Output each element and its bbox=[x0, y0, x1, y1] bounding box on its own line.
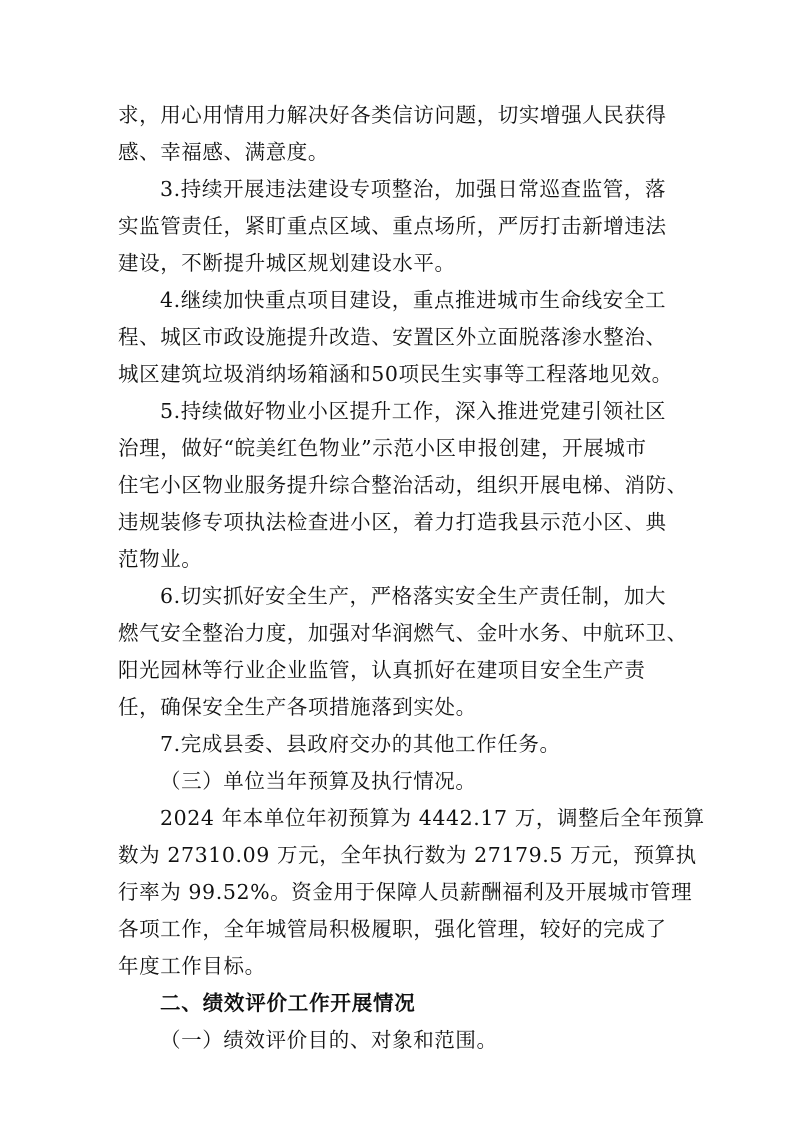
paragraph-line: 各项工作，全年城管局积极履职，强化管理，较好的完成了 bbox=[118, 917, 667, 941]
paragraph-line: 数为 27310.09 万元，全年执行数为 27179.5 万元，预算执 bbox=[118, 843, 697, 867]
paragraph-line: 范物业。 bbox=[118, 547, 203, 571]
section-heading: 二、绩效评价工作开展情况 bbox=[160, 991, 416, 1015]
paragraph-line: 5.持续做好物业小区提升工作，深入推进党建引领社区 bbox=[160, 399, 667, 423]
paragraph-line: 7.完成县委、县政府交办的其他工作任务。 bbox=[160, 732, 561, 756]
paragraph-line: 4.继续加快重点项目建设，重点推进城市生命线安全工 bbox=[160, 288, 667, 312]
paragraph-line: 3.持续开展违法建设专项整治，加强日常巡查监管，落 bbox=[160, 177, 667, 201]
paragraph-line: 住宅小区物业服务提升综合整治活动，组织开展电梯、消防、 bbox=[118, 473, 688, 497]
paragraph-line: 城区建筑垃圾消纳场箱涵和50项民生实事等工程落地见效。 bbox=[118, 362, 673, 386]
paragraph-line: 实监管责任，紧盯重点区域、重点场所，严厉打击新增违法 bbox=[118, 214, 667, 238]
paragraph-line: 建设，不断提升城区规划建设水平。 bbox=[118, 251, 456, 275]
paragraph-line: 违规装修专项执法检查进小区，着力打造我县示范小区、典 bbox=[118, 510, 667, 534]
paragraph-line: 阳光园林等行业企业监管，认真抓好在建项目安全生产责 bbox=[118, 658, 646, 682]
paragraph-line: 燃气安全整治力度，加强对华润燃气、金叶水务、中航环卫、 bbox=[118, 621, 688, 645]
paragraph-line: 6.切实抓好安全生产，严格落实安全生产责任制，加大 bbox=[160, 584, 667, 608]
paragraph-line: 任，确保安全生产各项措施落到实处。 bbox=[118, 695, 477, 719]
paragraph-line: 年度工作目标。 bbox=[118, 954, 266, 978]
paragraph-line: 行率为 99.52%。资金用于保障人员薪酬福利及开展城市管理 bbox=[118, 880, 693, 904]
paragraph-line: 求，用心用情用力解决好各类信访问题，切实增强人民获得 bbox=[118, 103, 667, 127]
paragraph-line: 程、城区市政设施提升改造、安置区外立面脱落渗水整治、 bbox=[118, 325, 667, 349]
paragraph-line: 治理，做好“皖美红色物业”示范小区申报创建，开展城市 bbox=[118, 436, 647, 460]
paragraph-line: 2024 年本单位年初预算为 4442.17 万，调整后全年预算 bbox=[160, 806, 705, 830]
section-subheading: （三）单位当年预算及执行情况。 bbox=[160, 769, 477, 793]
paragraph-line: 感、幸福感、满意度。 bbox=[118, 140, 329, 164]
section-subheading: （一）绩效评价目的、对象和范围。 bbox=[160, 1028, 498, 1052]
